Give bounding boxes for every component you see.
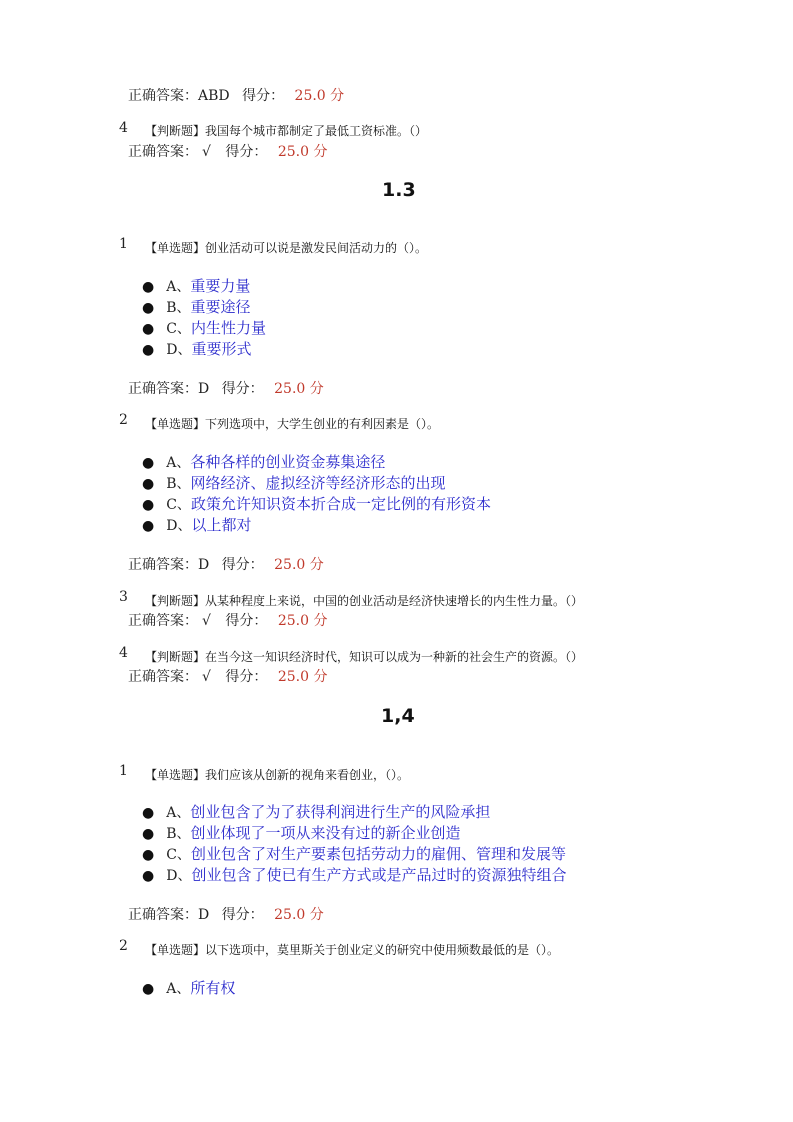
option-item[interactable] — [142, 472, 446, 493]
option-text: 重要形式 — [191, 340, 252, 358]
option-letter: D、 — [166, 868, 192, 884]
option-letter: B、 — [166, 476, 191, 492]
answer-value: √ — [202, 669, 211, 685]
option-text: 以上都对 — [191, 516, 252, 534]
option-item[interactable] — [142, 317, 266, 338]
question-body: 下列选项中，大学生创业的有利因素是（）。 — [205, 417, 440, 431]
score-value: 25.0 分 — [274, 381, 324, 397]
option-letter: A、 — [166, 981, 191, 997]
question-type-tag: 【单选题】 — [145, 768, 206, 782]
bullet-icon: ● — [142, 455, 155, 471]
bullet-icon: ● — [142, 805, 155, 821]
option-text: 网络经济、虚拟经济等经济形态的出现 — [190, 474, 446, 492]
answer-value: D — [198, 907, 210, 923]
question-type-tag: 【判断题】 — [145, 124, 206, 138]
score-value: 25.0 分 — [294, 88, 345, 104]
question-text — [145, 941, 559, 958]
answer-line — [128, 904, 324, 924]
question-text — [145, 766, 409, 783]
answer-value: √ — [202, 144, 211, 160]
option-item[interactable] — [142, 493, 491, 514]
answer-label: 正确答案： — [128, 381, 198, 397]
question-number: 1 — [119, 763, 128, 779]
option-text: 重要力量 — [190, 277, 251, 295]
option-letter: B、 — [166, 300, 191, 316]
score-label: 得分： — [221, 907, 264, 923]
score-label: 得分： — [225, 613, 268, 629]
question-body: 我国每个城市都制定了最低工资标准。（） — [205, 124, 428, 138]
option-letter: C、 — [166, 321, 191, 337]
question-body: 我们应该从创新的视角来看创业，（）。 — [205, 768, 410, 782]
question-type-tag: 【单选题】 — [145, 417, 206, 431]
option-letter: A、 — [166, 279, 191, 295]
question-body: 在当今这一知识经济时代，知识可以成为一种新的社会生产的资源。（） — [205, 650, 584, 664]
option-item[interactable] — [142, 864, 566, 885]
answer-label: 正确答案： — [128, 613, 198, 629]
option-item[interactable] — [142, 822, 461, 843]
answer-label: 正确答案： — [128, 907, 198, 923]
option-text: 创业包含了使已有生产方式或是产品过时的资源独特组合 — [191, 866, 567, 884]
bullet-icon: ● — [142, 826, 155, 842]
question-body: 从某种程度上来说，中国的创业活动是经济快速增长的内生性力量。（） — [205, 594, 584, 608]
option-text: 所有权 — [190, 979, 236, 997]
question-text — [145, 122, 427, 139]
bullet-icon: ● — [142, 518, 155, 534]
answer-label: 正确答案： — [128, 557, 198, 573]
question-body: 以下选项中，莫里斯关于创业定义的研究中使用频数最低的是（）。 — [205, 943, 560, 957]
question-number: 2 — [119, 412, 128, 428]
question-text — [145, 415, 439, 432]
answer-line — [128, 554, 324, 574]
option-text: 创业体现了一项从来没有过的新企业创造 — [190, 824, 461, 842]
option-item[interactable] — [142, 275, 250, 296]
question-number: 4 — [119, 645, 128, 661]
option-text: 创业包含了为了获得利润进行生产的风险承担 — [190, 803, 491, 821]
score-value: 25.0 分 — [277, 669, 328, 685]
question-body: 创业活动可以说是激发民间活动力的（）。 — [205, 241, 428, 255]
question-type-tag: 【判断题】 — [145, 650, 206, 664]
option-item[interactable] — [142, 338, 251, 359]
option-letter: D、 — [166, 518, 192, 534]
section-heading: 1,4 — [381, 705, 415, 727]
option-text: 各种各样的创业资金募集途径 — [190, 453, 386, 471]
score-value: 25.0 分 — [277, 613, 328, 629]
bullet-icon: ● — [142, 342, 155, 358]
option-item[interactable] — [142, 843, 566, 864]
option-item[interactable] — [142, 977, 235, 998]
option-letter: C、 — [166, 497, 191, 513]
question-type-tag: 【判断题】 — [145, 594, 206, 608]
score-label: 得分： — [225, 144, 268, 160]
bullet-icon: ● — [142, 981, 155, 997]
score-value: 25.0 分 — [277, 144, 328, 160]
option-text: 政策允许知识资本折合成一定比例的有形资本 — [190, 495, 491, 513]
score-label: 得分： — [225, 669, 268, 685]
option-item[interactable] — [142, 451, 385, 472]
answer-value: D — [198, 557, 210, 573]
answer-label: 正确答案： — [128, 144, 198, 160]
answer-line — [128, 610, 327, 630]
option-text: 创业包含了对生产要素包括劳动力的雇佣、管理和发展等 — [190, 845, 566, 863]
bullet-icon: ● — [142, 321, 155, 337]
option-letter: A、 — [166, 455, 191, 471]
bullet-icon: ● — [142, 868, 155, 884]
bullet-icon: ● — [142, 279, 155, 295]
bullet-icon: ● — [142, 497, 155, 513]
score-label: 得分： — [221, 381, 264, 397]
option-text: 重要途径 — [190, 298, 251, 316]
answer-line — [128, 378, 324, 398]
question-number: 2 — [119, 938, 128, 954]
question-type-tag: 【单选题】 — [145, 943, 206, 957]
answer-value: D — [198, 381, 210, 397]
option-letter: C、 — [166, 847, 191, 863]
option-letter: D、 — [166, 342, 192, 358]
option-letter: A、 — [166, 805, 191, 821]
option-item[interactable] — [142, 296, 251, 317]
question-type-tag: 【单选题】 — [145, 241, 206, 255]
answer-line — [128, 666, 327, 686]
bullet-icon: ● — [142, 476, 155, 492]
answer-label: 正确答案： — [128, 669, 198, 685]
question-text — [145, 592, 583, 609]
question-text — [145, 239, 427, 256]
option-item[interactable] — [142, 514, 251, 535]
score-value: 25.0 分 — [274, 907, 324, 923]
score-label: 得分： — [242, 88, 285, 104]
option-text: 内生性力量 — [190, 319, 266, 337]
score-value: 25.0 分 — [274, 557, 324, 573]
question-number: 3 — [119, 589, 128, 605]
bullet-icon: ● — [142, 300, 155, 316]
score-label: 得分： — [221, 557, 264, 573]
answer-value: √ — [202, 613, 211, 629]
option-letter: B、 — [166, 826, 191, 842]
answer-value: ABD — [198, 88, 230, 104]
option-item[interactable] — [142, 801, 490, 822]
answer-line — [128, 85, 344, 105]
answer-label: 正确答案： — [128, 88, 198, 104]
question-number: 1 — [119, 236, 128, 252]
answer-line — [128, 141, 327, 161]
question-text — [145, 648, 583, 665]
bullet-icon: ● — [142, 847, 155, 863]
question-number: 4 — [119, 120, 128, 136]
section-heading: 1.3 — [382, 179, 416, 201]
